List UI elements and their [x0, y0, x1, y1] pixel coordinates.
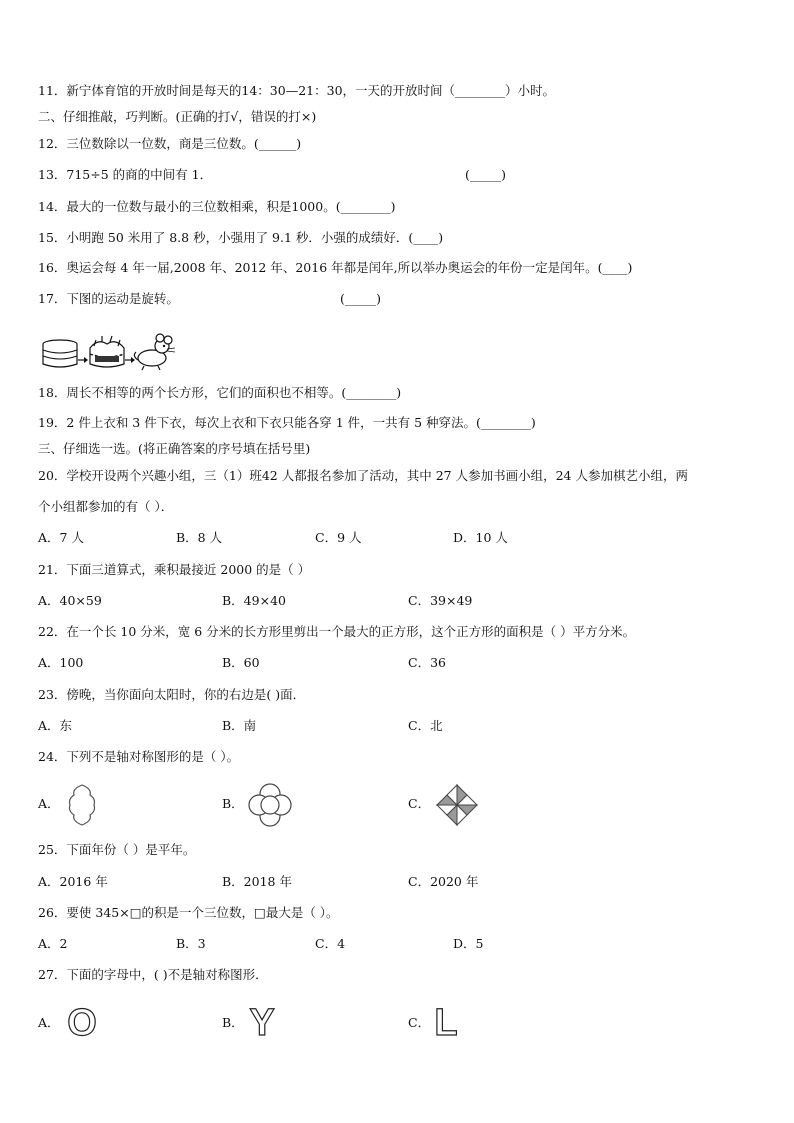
section-2-heading: 二、仔细推敲，巧判断。(正确的打√，错误的打×)	[38, 109, 317, 124]
question-17-figure	[40, 326, 180, 372]
letter-o-text: O	[67, 1002, 97, 1042]
q27-option-a[interactable]: A．	[38, 1015, 60, 1030]
letter-l-text: L	[434, 1002, 458, 1042]
pinwheel-icon	[434, 783, 480, 827]
q20-option-d[interactable]: D．10 人	[453, 530, 508, 545]
q22-option-c[interactable]: C．36	[408, 655, 446, 670]
question-13: 13．715÷5 的商的中间有 1．	[38, 167, 213, 182]
q27-option-c[interactable]: C．	[408, 1015, 431, 1030]
question-19: 19．2 件上衣和 3 件下衣，每次上衣和下衣只能各穿 1 件，一共有 5 种穿法。(________)	[38, 415, 536, 430]
q27-option-b[interactable]: B．	[222, 1015, 244, 1030]
question-11: 11．新宁体育馆的开放时间是每天的14：30—21：30，一天的开放时间（________）小时。	[38, 83, 556, 98]
q26-option-c[interactable]: C．4	[315, 936, 346, 951]
q24-option-b[interactable]: B．	[222, 796, 244, 811]
question-21: 21．下面三道算式，乘积最接近 2000 的是（ ）	[38, 562, 311, 577]
section-3-heading: 三、仔细选一选。(将正确答案的序号填在括号里)	[38, 441, 311, 456]
question-14: 14．最大的一位数与最小的三位数相乘，积是1000。(________)	[38, 199, 396, 214]
question-22: 22．在一个长 10 分米，宽 6 分米的长方形里剪出一个最大的正方形，这个正方形的面积是（ ）平方分米。	[38, 624, 636, 639]
mouse-icon	[134, 334, 175, 370]
q21-option-b[interactable]: B．49×40	[222, 593, 286, 608]
q26-option-b[interactable]: B．3	[176, 936, 206, 951]
question-24: 24．下列不是轴对称图形的是（ ）。	[38, 749, 240, 764]
q23-option-a[interactable]: A．东	[38, 718, 73, 733]
question-17-blank: (_____)	[340, 291, 382, 306]
axis-symmetric-shape-icon	[64, 783, 100, 827]
q20-option-b[interactable]: B．8 人	[176, 530, 223, 545]
question-18: 18．周长不相等的两个长方形，它们的面积也不相等。(________)	[38, 385, 402, 400]
question-15: 15．小明跑 50 米用了 8.8 秒，小强用了 9.1 秒．小强的成绩好．(____)	[38, 230, 444, 245]
question-26: 26．要使 345×□的积是一个三位数，□最大是（ ）。	[38, 905, 339, 920]
question-23: 23．傍晚，当你面向太阳时，你的右边是( )面．	[38, 687, 306, 702]
question-16: 16．奥运会每 4 年一届,2008 年、2012 年、2016 年都是闰年,所以举办奥运会的年份一定是闰年。(____)	[38, 260, 633, 275]
question-12: 12．三位数除以一位数，商是三位数。(______)	[38, 136, 302, 151]
question-27: 27．下面的字母中，( )不是轴对称图形．	[38, 967, 268, 982]
letter-l-outline	[430, 1002, 466, 1042]
q20-option-a[interactable]: A．7 人	[38, 530, 84, 545]
q22-option-a[interactable]: A．100	[38, 655, 84, 670]
q20-option-c[interactable]: C．9 人	[315, 530, 362, 545]
letter-y-text: Y	[249, 1002, 275, 1042]
q25-option-b[interactable]: B．2018 年	[222, 874, 292, 889]
letter-y-outline	[244, 1002, 280, 1042]
four-circle-flower-icon	[247, 782, 293, 828]
q26-option-d[interactable]: D．5	[453, 936, 484, 951]
question-20-line-1: 20．学校开设两个兴趣小组，三（1）班42 人都报名参加了活动，其中 27 人参加书画小组，24 人参加棋艺小组，两	[38, 468, 688, 483]
q21-option-a[interactable]: A．40×59	[38, 593, 102, 608]
q22-option-b[interactable]: B．60	[222, 655, 260, 670]
cake-icon	[43, 340, 77, 367]
question-20-line-2: 个小组都参加的有（ ）．	[38, 499, 174, 514]
q24-option-a[interactable]: A．	[38, 796, 60, 811]
q26-option-a[interactable]: A．2	[38, 936, 68, 951]
q25-option-a[interactable]: A．2016 年	[38, 874, 108, 889]
question-25: 25．下面年份（ ）是平年。	[38, 842, 196, 857]
letter-o-outline	[62, 1002, 102, 1042]
q23-option-c[interactable]: C．北	[408, 718, 443, 733]
question-13-blank: (_____)	[465, 167, 507, 182]
decorated-cake-icon	[90, 336, 124, 367]
q25-option-c[interactable]: C．2020 年	[408, 874, 479, 889]
q23-option-b[interactable]: B．南	[222, 718, 257, 733]
question-17: 17．下图的运动是旋转。	[38, 291, 179, 306]
q24-option-c[interactable]: C．	[408, 796, 431, 811]
q21-option-c[interactable]: C．39×49	[408, 593, 473, 608]
